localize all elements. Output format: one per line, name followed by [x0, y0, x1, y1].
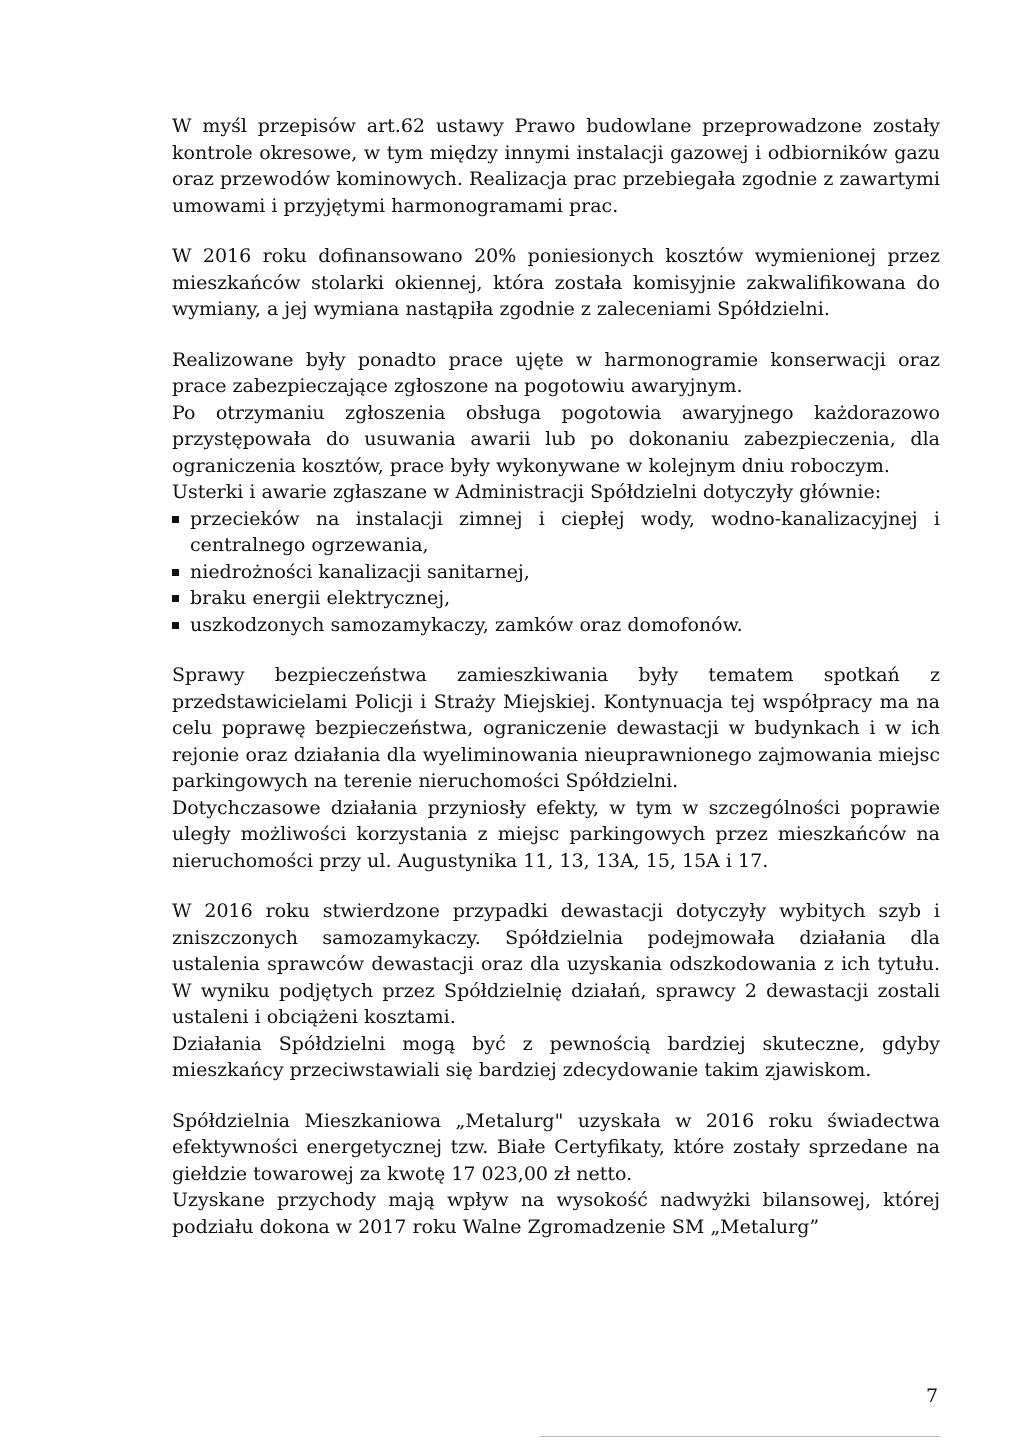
paragraph-safety-meetings: Sprawy bezpieczeństwa zamieszkiwania były tematem spotkań z przedstawicielami Policji i Straży Miejskiej. Kontynuacja tej współpracy ma na celu poprawę bezpieczeństwa, ograniczenie dewastacji w budynkach i w ich rejonie oraz działania dla wyeliminowania nieuprawnionego zajmowania miejsc parkingowych na terenie nieruchomości Spółdzielni.: [172, 664, 940, 792]
faults-list: [172, 506, 940, 639]
square-bullet-icon: [172, 516, 179, 523]
paragraph-gap: [172, 219, 940, 243]
paragraph-parking-effects: Dotychczasowe działania przyniosły efekty, w tym w szczególności poprawie uległy możliwości korzystania z miejsc parkingowych przez mieszkańców na nieruchomości przy ul. Augustynika 11, 13, 13A, 15, 15A i 17.: [172, 796, 940, 872]
square-bullet-icon: [172, 595, 179, 602]
paragraph-gap: [172, 1084, 940, 1108]
paragraph-vandalism: W 2016 roku stwierdzone przypadki dewastacji dotyczyły wybitych szyb i zniszczonych samozamykaczy. Spółdzielnia podejmowała działania dla ustalenia sprawców dewastacji oraz dla uzyskania odszkodowania z ich tytułu. W wyniku podjętych przez Spółdzielnię działań, sprawcy 2 dewastacji zostali ustaleni i obciążeni kosztami.: [172, 900, 940, 1028]
page-number: 7: [926, 1385, 939, 1407]
list-item-text: przecieków na instalacji zimnej i ciepłej wody, wodno-kanalizacyjnej i centralnego ogrzewania,: [190, 507, 940, 556]
list-item-text: braku energii elektrycznej,: [190, 587, 451, 609]
list-item: [172, 612, 940, 639]
paragraph-gap: [172, 638, 940, 662]
paragraph-windows-subsidy: W 2016 roku dofinansowano 20% poniesionych kosztów wymienionej przez mieszkańców stolarki okiennej, która została komisyjnie zakwalifikowana do wymiany, a jej wymiana nastąpiła zgodnie z zaleceniami Spółdzielni.: [172, 245, 940, 320]
paragraph-faults-intro: Usterki i awarie zgłaszane w Administracji Spółdzielni dotyczyły głównie:: [172, 481, 882, 503]
footer-divider: [540, 1436, 940, 1437]
list-item: [172, 506, 940, 559]
list-item-text: uszkodzonych samozamykaczy, zamków oraz domofonów.: [190, 613, 743, 636]
paragraph-revenue: Uzyskane przychody mają wpływ na wysokość nadwyżki bilansowej, której podziału dokona w 2017 roku Walne Zgromadzenie SM „Metalurg”: [172, 1189, 940, 1238]
paragraph-white-certificates: Spółdzielnia Mieszkaniowa „Metalurg" uzyskała w 2016 roku świadectwa efektywności energetycznej tzw. Białe Certyfikaty, które zostały sprzedane na giełdzie towarowej za kwotę 17 023,00 zł netto.: [172, 1109, 940, 1185]
paragraph-gap: [172, 874, 940, 898]
list-item-text: niedrożności kanalizacji sanitarnej,: [190, 560, 530, 583]
document-body: [172, 113, 940, 1240]
paragraph-inspections: W myśl przepisów art.62 ustawy Prawo budowlane przeprowadzone zostały kontrole okresowe, w tym między innymi instalacji gazowej i odbiorników gazu oraz przewodów kominowych. Realizacja prac przebiegała zgodnie z zawartymi umowami i przyjętymi harmonogramami prac.: [172, 115, 940, 217]
square-bullet-icon: [172, 569, 179, 576]
paragraph-maintenance: Realizowane były ponadto prace ujęte w harmonogramie konserwacji oraz prace zabezpieczające zgłoszone na pogotowiu awaryjnym.: [172, 348, 940, 397]
paragraph-gap: [172, 323, 940, 347]
paragraph-emergency-service: Po otrzymaniu zgłoszenia obsługa pogotowia awaryjnego każdorazowo przystępowała do usuwania awarii lub po dokonaniu zabezpieczenia, dla ograniczenia kosztów, prace były wykonywane w kolejnym dniu roboczym.: [172, 401, 940, 477]
square-bullet-icon: [172, 622, 179, 629]
list-item: [172, 585, 940, 612]
paragraph-residents-role: Działania Spółdzielni mogą być z pewnością bardziej skuteczne, gdyby mieszkańcy przeciwstawiali się bardziej zdecydowanie takim zjawiskom.: [172, 1032, 940, 1081]
list-item: [172, 559, 940, 586]
